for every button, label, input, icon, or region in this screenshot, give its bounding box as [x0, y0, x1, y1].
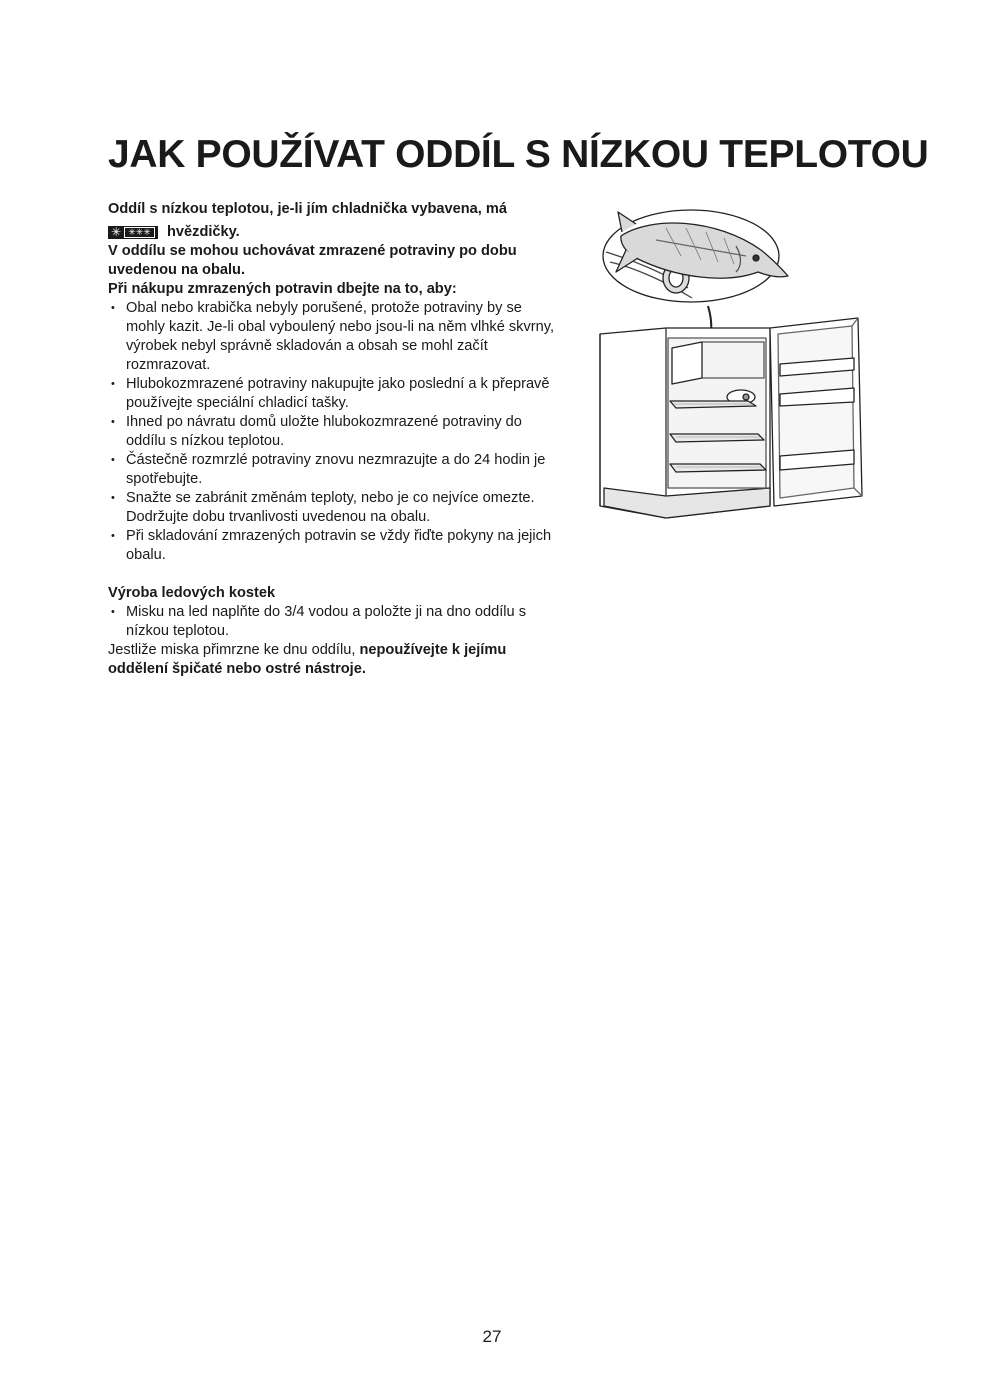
intro-line-1-end: hvězdičky.: [167, 224, 240, 240]
intro-line-2: V oddílu se mohou uchovávat zmrazené potraviny po dobu uvedenou na obalu.: [108, 243, 517, 278]
list-item: • Při skladování zmrazených potravin se vždy řiďte pokyny na jejich obalu.: [108, 527, 558, 565]
page-number: 27: [482, 1327, 502, 1346]
intro-line-1: Oddíl s nízkou teplotou, je-li jím chladnička vybavena, má: [108, 201, 507, 217]
list-item: • Obal nebo krabička nebyly porušené, protože potraviny by se mohly kazit. Je-li obal vyboulený nebo jsou-li na něm vlhké skvrny, výrobek nebyl správně skladován a obsah se mohl začít rozmrazovat.: [108, 299, 558, 375]
ice-heading: Výroba ledových kostek: [108, 585, 276, 601]
list-item: • Hlubokozmrazené potraviny nakupujte jako poslední a k přepravě používejte speciální chladicí tašky.: [108, 375, 558, 413]
page-title: JAK POUŽÍVAT ODDÍL S NÍZKOU TEPLOTOU: [108, 133, 929, 176]
ice-warning: Jestliže miska přimrzne ke dnu oddílu, nepoužívejte k jejímu oddělení špičaté nebo ostré nástroje.: [108, 642, 507, 677]
star-rating-line: [108, 223, 558, 242]
freezer-star-icon: ✳ ✳✳✳: [108, 226, 158, 239]
purchase-checklist: [108, 299, 558, 508]
list-item: • Snažte se zabránit změnám teploty, nebo je co nejvíce omezte.: [108, 489, 558, 508]
main-text: [108, 200, 558, 679]
list-item: • Částečně rozmrzlé potraviny znovu nezmrazujte a do 24 hodin je spotřebujte.: [108, 451, 558, 489]
list-item: • Misku na led naplňte do 3/4 vodou a položte ji na dno oddílu s nízkou teplotou.: [108, 603, 558, 641]
list-note: Dodržujte dobu trvanlivosti uvedenou na obalu.: [126, 509, 431, 525]
fridge-illustration: [596, 206, 866, 524]
list-item: • Ihned po návratu domů uložte hlubokozmrazené potraviny do oddílu s nízkou teplotou.: [108, 413, 558, 451]
intro-line-3: Při nákupu zmrazených potravin dbejte na to, aby:: [108, 281, 457, 297]
